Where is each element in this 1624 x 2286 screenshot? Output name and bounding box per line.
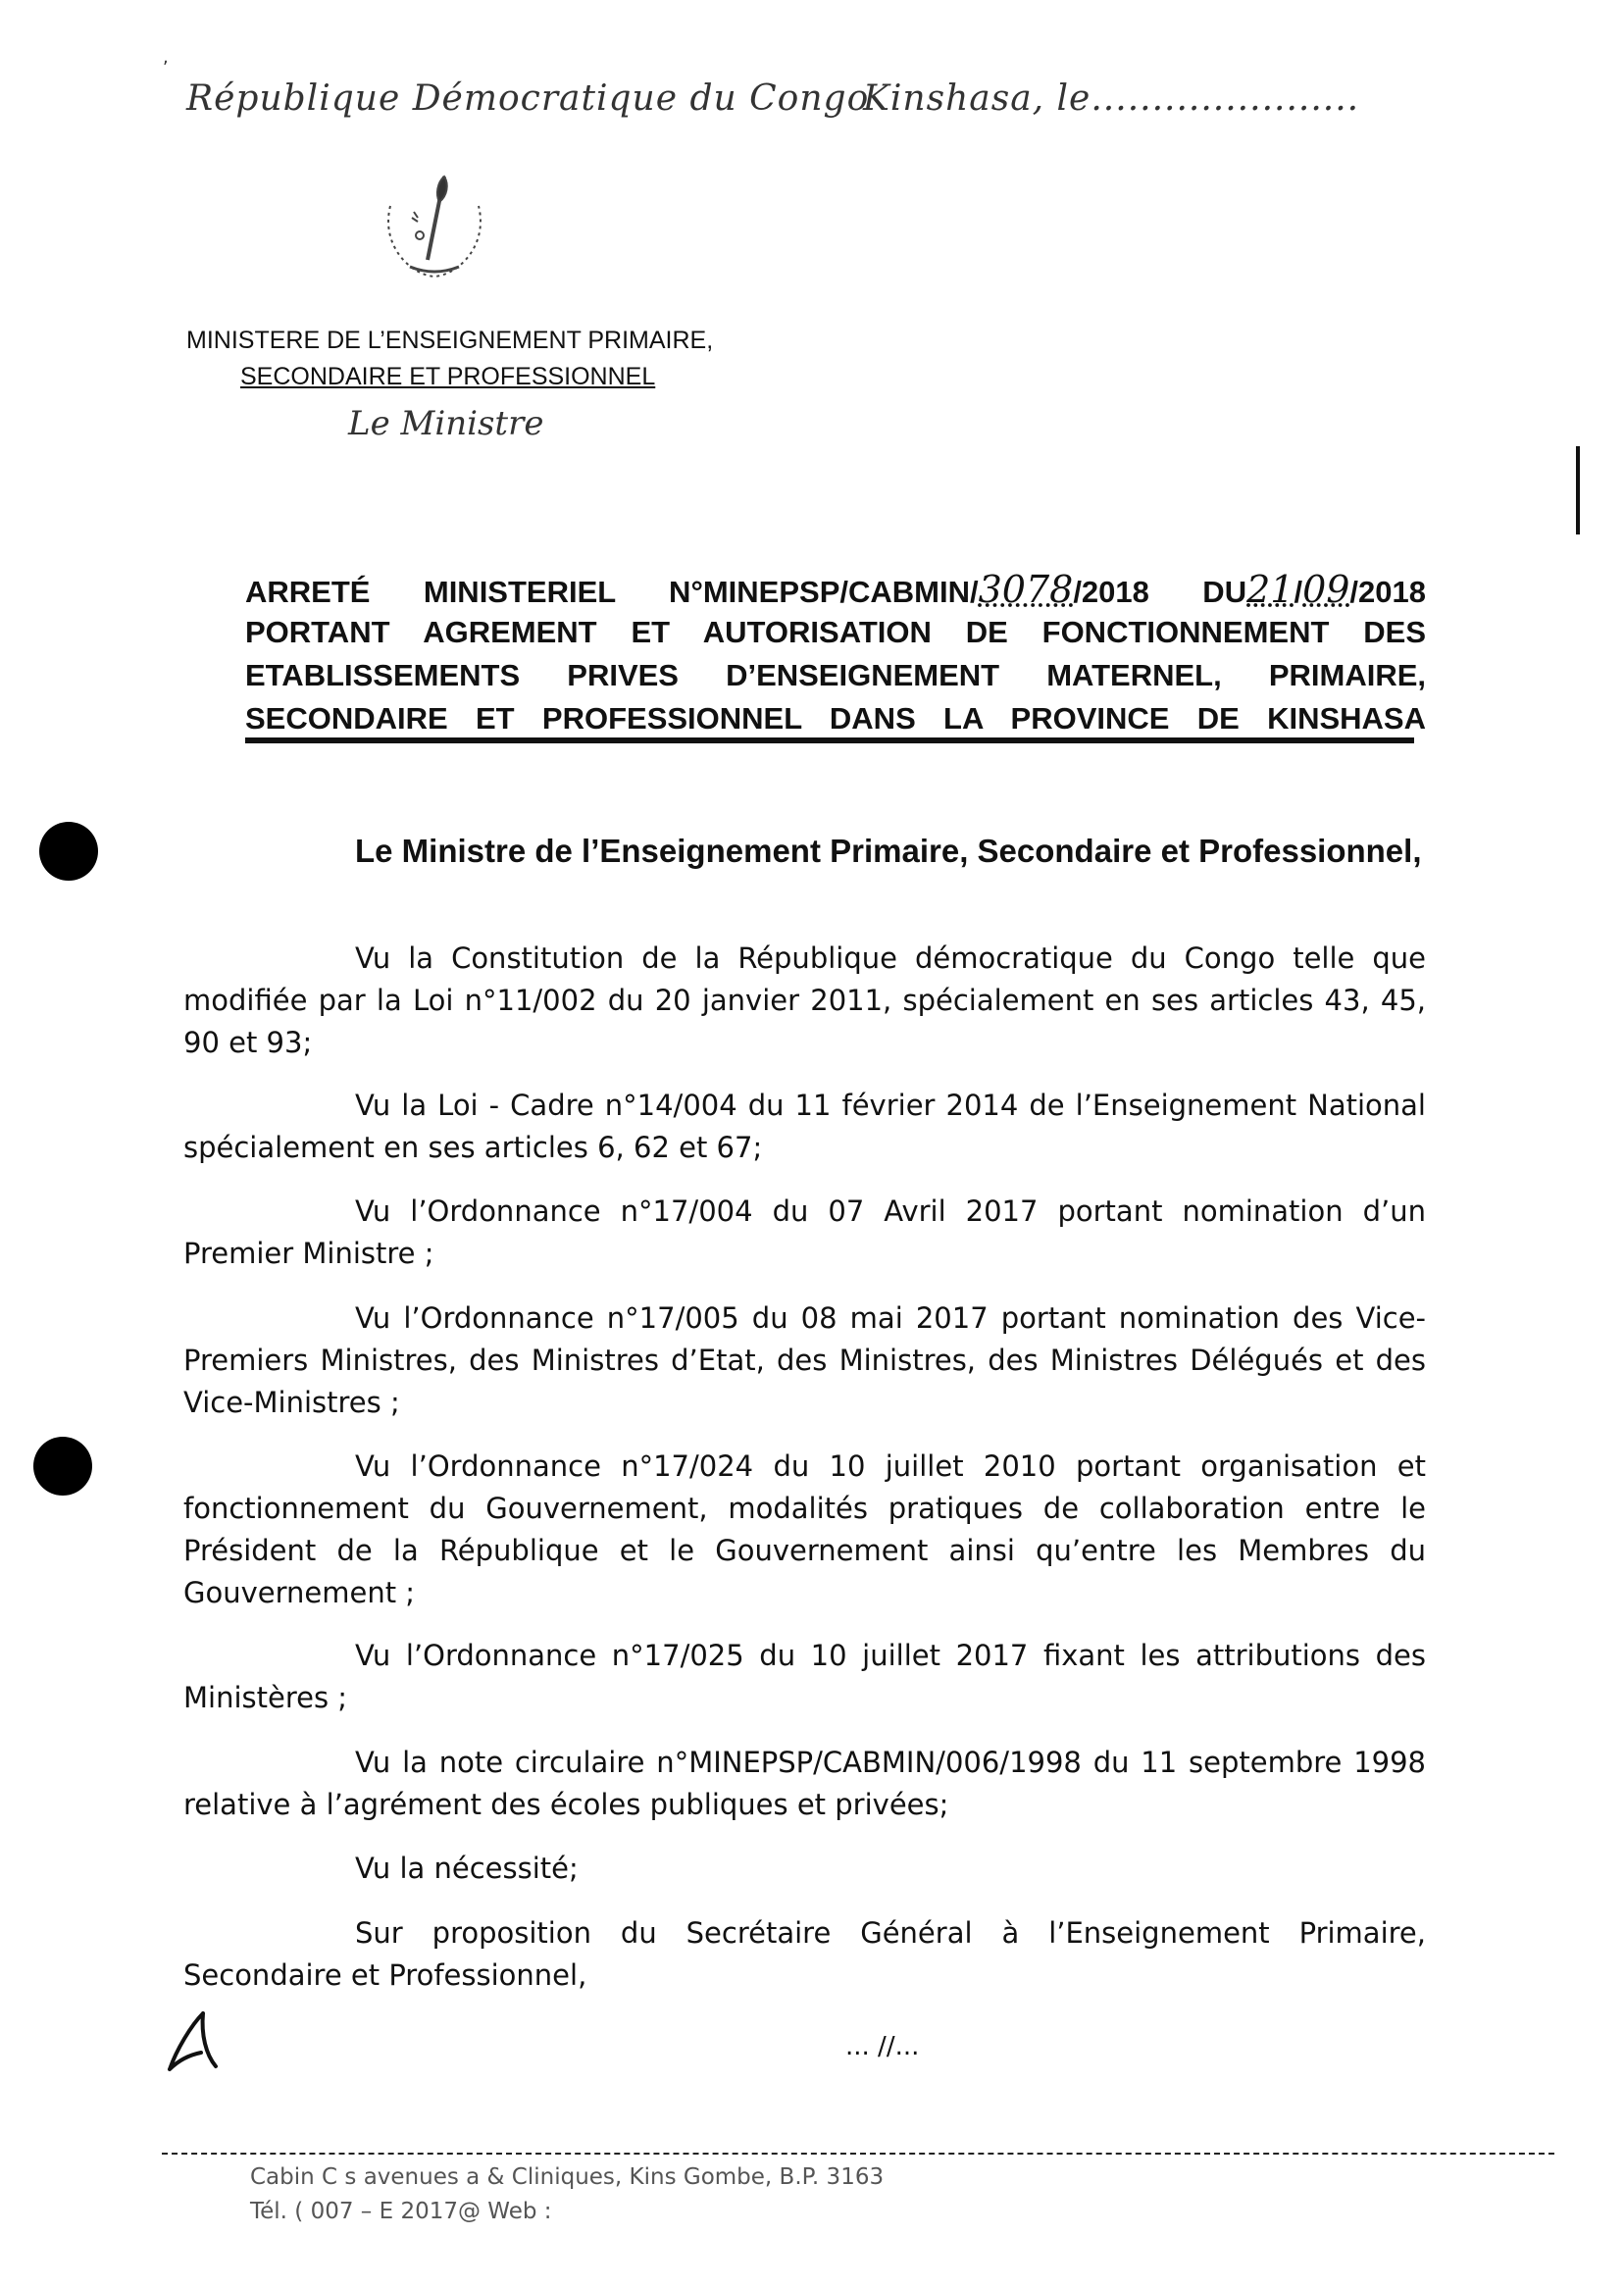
decree-day-handwritten: 21	[1246, 568, 1294, 611]
decree-number-prefix: ARRETÉ MINISTERIEL N°MINEPSP/CABMIN/	[245, 575, 979, 609]
footer-contact: Tél. ( 007 – E 2017@ Web :	[250, 2199, 552, 2224]
vu-paragraph: Vu l’Ordonnance n°17/004 du 07 Avril 2017 portant nomination d’un Premier Ministre ;	[183, 1194, 1426, 1270]
vu-paragraph: Vu la note circulaire n°MINEPSP/CABMIN/006/1998 du 11 septembre 1998 relative à l’agrément des écoles publiques et privées;	[183, 1746, 1426, 1821]
initial-paraphe	[162, 2006, 221, 2074]
vu-paragraph: Vu la Constitution de la République démocratique du Congo telle que modifiée par la Loi n°11/002 du 20 janvier 2011, spécialement en ses articles 43, 45, 90 et 93;	[183, 941, 1426, 1059]
preamble-heading: Le Ministre de l’Enseignement Primaire, Secondaire et Professionnel,	[355, 833, 1422, 869]
vu-paragraph: Vu l’Ordonnance n°17/024 du 10 juillet 2010 portant organisation et fonctionnement du Gouvernement, modalités pratiques de collaboration entre le Président de la République et le Gouvernement ainsi qu’entre les Membres du Gouvernement ;	[183, 1449, 1426, 1609]
ministry-name-line1: MINISTERE DE L’ENSEIGNEMENT PRIMAIRE,	[186, 327, 714, 354]
decree-title-line3: ETABLISSEMENTS PRIVES D’ENSEIGNEMENT MATERNEL, PRIMAIRE,	[245, 658, 1426, 692]
place-date-line: Kinshasa, le......................	[863, 78, 1360, 119]
proposal-paragraph: Sur proposition du Secrétaire Général à l’Enseignement Primaire, Secondaire et Professionnel,	[183, 1916, 1426, 1992]
footer-rule	[162, 2153, 1554, 2155]
decree-month-handwritten: 09	[1302, 568, 1350, 611]
title-underline	[245, 737, 1414, 743]
margin-bar	[1576, 446, 1580, 534]
page-continuation: ... //...	[845, 2032, 920, 2061]
decree-year: /2018	[1349, 575, 1426, 609]
footer-address: Cabin C s avenues a & Cliniques, Kins Gombe, B.P. 3163	[250, 2164, 885, 2190]
country-heading: République Démocratique du Congo	[186, 78, 870, 119]
punch-hole-dot	[39, 822, 98, 881]
vu-paragraph: Vu la Loi - Cadre n°14/004 du 11 février 2014 de l’Enseignement National spécialement en ses articles 6, 62 et 67;	[183, 1089, 1426, 1164]
minister-signatory: Le Ministre	[348, 404, 544, 443]
decree-title-line2: PORTANT AGREMENT ET AUTORISATION DE FONCTIONNEMENT DES	[245, 615, 1426, 649]
decree-title-line1	[245, 569, 1426, 613]
ministry-name-line2: SECONDAIRE ET PROFESSIONNEL	[240, 363, 656, 390]
decree-number-handwritten: 3078	[978, 568, 1074, 611]
date-separator: /	[1294, 575, 1303, 609]
vu-paragraph: Vu l’Ordonnance n°17/005 du 08 mai 2017 portant nomination des Vice-Premiers Ministres, des Ministres d’Etat, des Ministres, des Ministres Délégués et des Vice-Ministres ;	[183, 1301, 1426, 1419]
punch-hole-dot	[33, 1437, 92, 1496]
coat-of-arms-emblem	[371, 167, 498, 284]
decree-title-line4: SECONDAIRE ET PROFESSIONNEL DANS LA PROVINCE DE KINSHASA	[245, 701, 1426, 736]
vu-paragraph: Vu la nécessité;	[355, 1852, 579, 1885]
decree-date-prefix: /2018 DU	[1073, 575, 1247, 609]
margin-mark: ,	[163, 47, 169, 68]
vu-paragraph: Vu l’Ordonnance n°17/025 du 10 juillet 2017 fixant les attributions des Ministères ;	[183, 1639, 1426, 1714]
